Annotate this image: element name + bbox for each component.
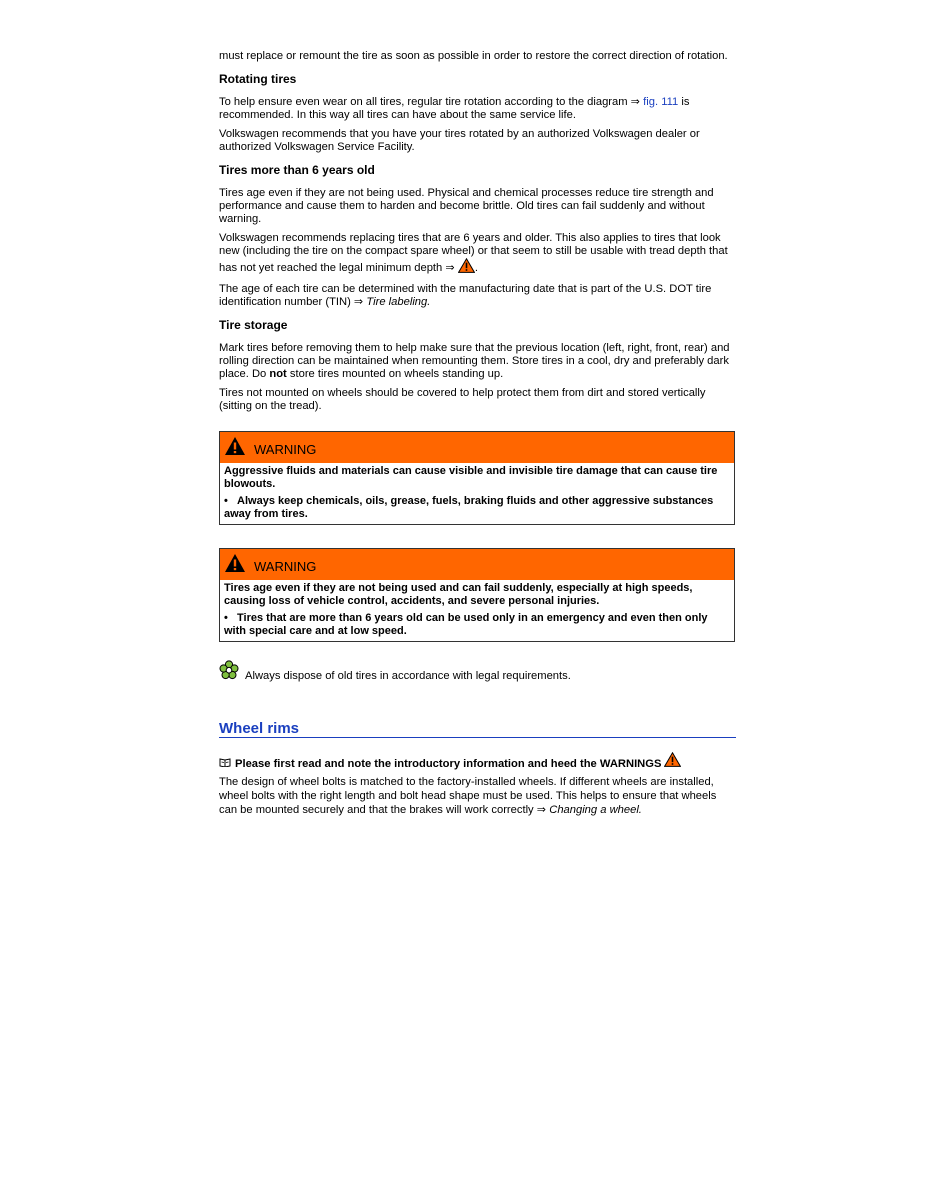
tire-storage-heading: Tire storage [219,318,288,332]
storage-paragraph-2: Tires not mounted on wheels should be covered to help protect them from dirt and stored vertically (sitting on the tread). [219,387,706,412]
warning-header [220,549,734,580]
old-tires-paragraph-3: The age of each tire can be determined with the manufacturing date that is part of the U.S. DOT tire identification number (TIN) ⇒ Tire labeling. [219,283,712,308]
manual-page [219,50,735,823]
warning-body [220,463,734,524]
changing-wheel-reference[interactable]: Changing a wheel. [549,804,642,816]
environment-note-text: Always dispose of old tires in accordance with legal requirements. [245,670,571,682]
fig-111-link[interactable]: fig. 111 [643,96,679,108]
continued-paragraph: must replace or remount the tire as soon as possible in order to restore the correct direction of rotation. [219,50,728,62]
warning-icon [224,436,246,460]
warning-title: WARNING [254,442,317,457]
wheel-rims-heading: Wheel rims [219,722,736,738]
warning-bullet: • Always keep chemicals, oils, grease, fuels, braking fluids and other aggressive substances away from tires. [224,495,714,520]
intro-notice-text: Please first read and note the introductory information and heed the WARNINGS [235,758,662,770]
warning-triangle-icon[interactable] [458,258,475,277]
rotating-paragraph-2: Volkswagen recommends that you have your tires rotated by an authorized Volkswagen dealer or authorized Volkswagen Service Facility. [219,128,700,153]
warning-icon [224,553,246,577]
warning-body [220,580,734,641]
intro-notice [219,752,735,771]
bullet-glyph: • [224,495,228,507]
wheel-rims-paragraph: The design of wheel bolts is matched to the factory-installed wheels. If different wheels are installed, wheel bolts with the right length and bolt head shape must be used. This helps to ensure that wheels can be mounted securely and that the brakes will work correctly ⇒ Changing a wheel. [219,776,717,816]
environment-note [219,660,735,684]
warning-header [220,432,734,463]
book-icon [219,757,231,771]
warning-box-1 [219,431,735,525]
warning-triangle-icon[interactable] [664,752,681,771]
tire-labeling-reference[interactable]: Tire labeling. [366,296,431,308]
warning-bullet: • Tires that are more than 6 years old can be used only in an emergency and even then only with special care and at low speed. [224,612,708,637]
warning-title: WARNING [254,559,317,574]
storage-paragraph-1: Mark tires before removing them to help make sure that the previous location (left, right, front, rear) and rolling direction can be maintained when remounting them. Store tires in a cool, dry and preferably dark place. Do not store tires mounted on wheels standing up. [219,342,730,380]
old-tires-heading: Tires more than 6 years old [219,163,375,177]
bullet-glyph: • [224,612,228,624]
environment-flower-icon [219,660,239,684]
warning-lead: Aggressive fluids and materials can cause visible and invisible tire damage that can cause tire blowouts. [224,465,718,490]
warning-lead: Tires age even if they are not being used and can fail suddenly, especially at high speeds, causing loss of vehicle control, accidents, and severe personal injuries. [224,582,693,607]
rotating-tires-heading: Rotating tires [219,72,297,86]
old-tires-paragraph-1: Tires age even if they are not being used. Physical and chemical processes reduce tire strength and performance and cause them to harden and become brittle. Old tires can fail suddenly and without warning. [219,187,714,225]
rotating-paragraph-1: To help ensure even wear on all tires, regular tire rotation according to the diagram ⇒ fig. 111 is recommended. In this way all tires can have about the same service life. [219,96,690,121]
warning-box-2 [219,548,735,642]
old-tires-paragraph-2: Volkswagen recommends replacing tires that are 6 years and older. This also applies to tires that look new (including the tire on the compact spare wheel) or that seem to still be usable with tread depth that has not yet reached the legal minimum depth ⇒ . [219,232,735,277]
